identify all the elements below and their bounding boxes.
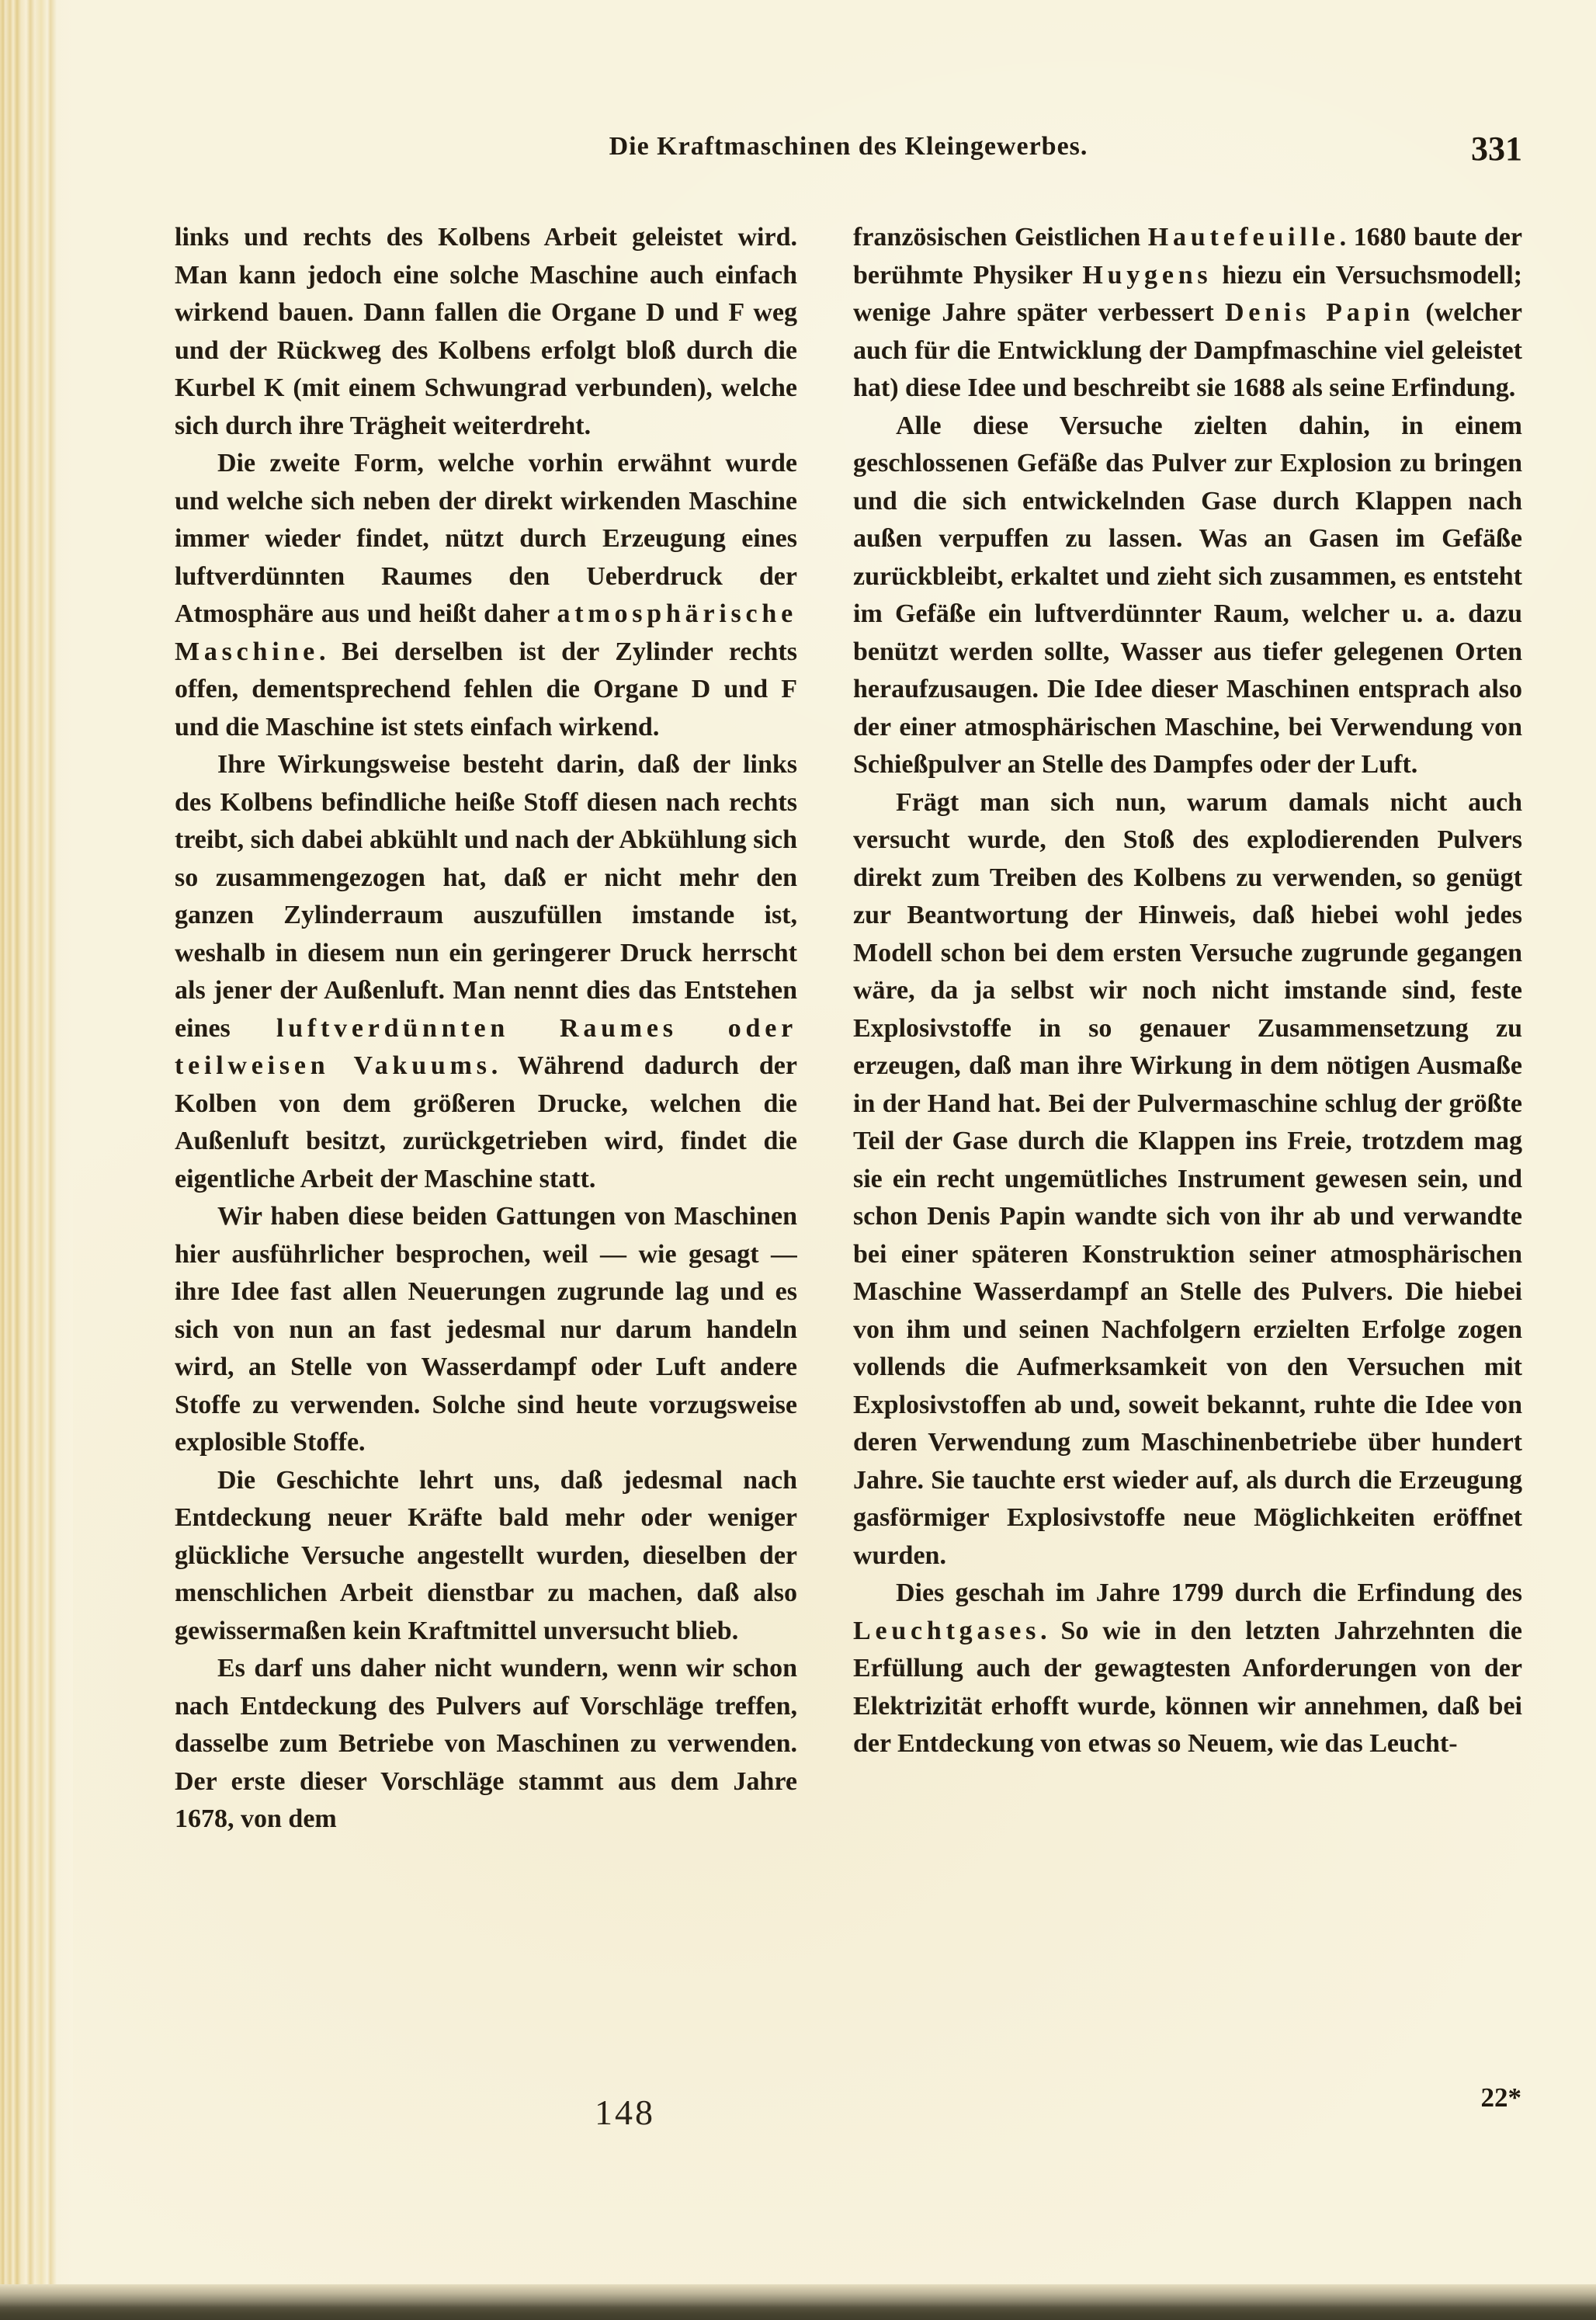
- body-text: Die Geschichte lehrt uns, daß jedesmal nach Entdeckung neuer Kräfte bald mehr oder weniger glückliche Versuche angestellt wurden, dieselben der menschlichen Arbeit dienstbar zu machen, daß also gewissermaßen kein Kraftmittel unversucht blieb.: [175, 1465, 797, 1645]
- body-text: . Während dadurch der Kolben von dem größeren Drucke, welchen die Außenluft besitzt, zurückgetrieben wird, findet die eigentliche Arbeit der Maschine statt.: [175, 1051, 797, 1193]
- body-text: . 1680 baute der berühmte Physiker: [853, 223, 1522, 290]
- body-text: hiezu ein Versuchsmodell; wenige Jahre später verbessert: [853, 260, 1522, 327]
- body-text: . Bei derselben ist der Zylinder rechts offen, dementsprechend fehlen die Organe D und F und die Maschine ist stets einfach wirkend.: [175, 637, 797, 741]
- spaced-emphasis-text: Leuchtgases: [853, 1616, 1041, 1645]
- body-text: Dies geschah im Jahre 1799 durch die Erfindung des: [896, 1579, 1522, 1607]
- left-column: [175, 219, 797, 2092]
- body-text: Ihre Wirkungsweise besteht darin, daß der links des Kolbens befindliche heiße Stoff diesen nach rechts treibt, sich dabei abkühlt und nach der Abkühlung sich so zusammengezogen hat, daß er nicht mehr den ganzen Zylinderraum auszufüllen imstande ist, weshalb in diesem nun ein geringerer Druck herrscht als jener der Außenluft. Man nennt dies das Entstehen eines: [175, 750, 797, 1043]
- paragraph: [175, 445, 797, 746]
- body-text: Es darf uns daher nicht wundern, wenn wir schon nach Entdeckung des Pulvers auf Vorschläge treffen, dasselbe zum Betriebe von Maschinen zu verwenden. Der erste dieser Vorschläge stammt aus dem Jahre 1678, von dem: [175, 1654, 797, 1833]
- paragraph: [853, 219, 1522, 408]
- book-page-edge-stripes: [0, 0, 73, 2303]
- body-text: (welcher auch für die Entwicklung der Dampfmaschine viel geleistet hat) diese Idee und beschreibt sie 1688 als seine Erfindung.: [853, 298, 1522, 402]
- paragraph: [175, 1462, 797, 1651]
- page-number: 331: [1471, 130, 1522, 168]
- spaced-emphasis-text: luftverdünnten Raumes oder teilweisen Vakuums: [175, 1013, 797, 1080]
- body-text: Frägt man sich nun, warum damals nicht auch versucht wurde, den Stoß des explodierenden Pulvers direkt zum Treiben des Kolbens zu verwenden, so genügt zur Beantwortung der Hinweis, daß hiebei wohl jedes Modell schon bei dem ersten Versuche zugrunde gegangen wäre, da ja selbst wir noch nicht imstande sind, feste Explosivstoffe in so genauer Zusammensetzung zu erzeugen, daß man ihre Wirkung in dem nötigen Ausmaße in der Hand hat. Bei der Pulvermaschine schlug der größte Teil der Gase durch die Klappen ins Freie, trotzdem mag sie ein recht ungemütliches Instrument gewesen sein, und schon Denis Papin wandte sich von ihr ab und verwandte bei einer späteren Konstruktion seiner atmosphärischen Maschine Wasserdampf an Stelle des Pulvers. Die hiebei von ihm und seinen Nachfolgern erzielten Erfolge zogen vollends die Aufmerksamkeit von den Versuchen mit Explosivstoffen ab und, soweit bekannt, ruhte die Idee von deren Verwendung zum Maschinenbetriebe über hundert Jahre. Sie tauchte erst wieder auf, als durch die Erzeugung gasförmiger Explosivstoffe neue Möglichkeiten eröffnet wurden.: [853, 787, 1522, 1570]
- spaced-emphasis-text: Huygens: [1082, 260, 1213, 290]
- body-text: Wir haben diese beiden Gattungen von Maschinen hier ausführlicher besprochen, weil — wie gesagt — ihre Idee fast allen Neuerungen zugrunde lag und es sich von nun an fast jedesmal nur darum handeln wird, an Stelle von Wasserdampf oder Luft andere Stoffe zu verwenden. Solche sind heute vorzugsweise explosible Stoffe.: [175, 1202, 797, 1457]
- paragraph: [175, 746, 797, 1198]
- signature-mark: 22*: [1480, 2082, 1521, 2113]
- spaced-emphasis-text: atmosphärische Maschine: [175, 599, 797, 666]
- body-text: links und rechts des Kolbens Arbeit geleistet wird. Man kann jedoch eine solche Maschine auch einfach wirkend bauen. Dann fallen die Organe D und F weg und der Rückweg des Kolbens erfolgt bloß durch die Kurbel K (mit einem Schwungrad verbunden), welche sich durch ihre Trägheit weiterdreht.: [175, 223, 797, 440]
- running-head-title: Die Kraftmaschinen des Kleingewerbes.: [609, 132, 1088, 161]
- paragraph: [853, 784, 1522, 1575]
- right-column: [853, 219, 1522, 2092]
- scan-bottom-edge: [0, 2284, 1596, 2320]
- spaced-emphasis-text: Hautefeuille: [1147, 223, 1340, 252]
- paragraph: [853, 408, 1522, 784]
- body-text: Die zweite Form, welche vorhin erwähnt wurde und welche sich neben der direkt wirkenden Maschine immer wieder findet, nützt durch Erzeugung eines luftverdünnten Raumes den Ueberdruck der Atmosphäre aus und heißt daher: [175, 449, 797, 628]
- spaced-emphasis-text: Denis Papin: [1224, 298, 1415, 327]
- body-text: . So wie in den letzten Jahrzehnten die Erfüllung auch der gewagtesten Anforderungen von der Elektrizität erhofft wurde, können wir annehmen, daß bei der Entdeckung von etwas so Neuem, wie das Leucht-: [853, 1616, 1522, 1758]
- paragraph: [175, 219, 797, 445]
- paragraph: [175, 1650, 797, 1839]
- paragraph: [853, 1575, 1522, 1763]
- paragraph: [175, 1198, 797, 1462]
- text-columns: [175, 219, 1522, 2092]
- body-text: französischen Geistlichen: [853, 223, 1148, 252]
- running-head: [175, 129, 1522, 172]
- body-text: Alle diese Versuche zielten dahin, in einem geschlossenen Gefäße das Pulver zur Explosion zu bringen und die sich entwickelnden Gase durch Klappen nach außen verpuffen zu lassen. Was an Gasen im Gefäße zurückbleibt, erkaltet und zieht sich zusammen, es entsteht im Gefäße ein luftverdünnter Raum, welcher u. a. dazu benützt werden sollte, Wasser aus tiefer gelegenen Orten heraufzusaugen. Die Idee dieser Maschinen entsprach also der einer atmosphärischen Maschine, bei Verwendung von Schießpulver an Stelle des Dampfes oder der Luft.: [853, 411, 1522, 779]
- footer-number: 148: [595, 2093, 655, 2132]
